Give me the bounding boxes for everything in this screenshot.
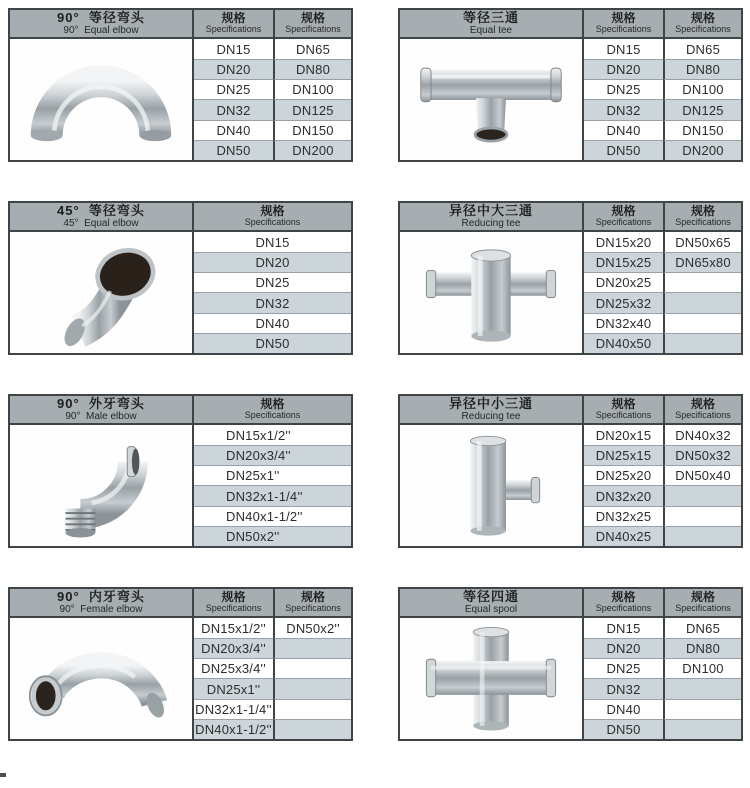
spec-header-en: Specifications [675, 24, 731, 35]
spec-cell: DN200 [663, 140, 741, 160]
spec-cell: DN25x32 [584, 292, 663, 312]
spec-cell [663, 699, 741, 719]
spec-header-en: Specifications [205, 603, 262, 614]
spec-cell: DN25x3/4'' [194, 658, 273, 678]
section-cross-equal [398, 587, 743, 741]
spec-cell: DN50x2'' [273, 618, 351, 638]
spec-cell: DN25 [584, 658, 663, 678]
spec-column-header [663, 396, 741, 425]
spec-cell: DN15 [255, 234, 290, 250]
spec-column-header [194, 203, 351, 232]
product-photo-cell [400, 618, 584, 739]
spec-cell: DN50 [194, 140, 273, 160]
spec-cell: DN32 [194, 99, 273, 119]
spec-column-header [663, 10, 741, 39]
spec-header-zh: 规格 [221, 11, 246, 26]
spec-cell: DN25x15 [584, 445, 663, 465]
section-title-zh: 90° 外牙弯头 [57, 395, 145, 411]
spec-cell: DN15 [606, 41, 641, 57]
spec-cell [663, 506, 741, 526]
spec-cell [663, 292, 741, 312]
section-title-en: Equal spool [464, 604, 518, 616]
spec-header-zh: 规格 [611, 397, 636, 412]
spec-cell: DN40x1-1/2'' [194, 506, 351, 526]
section-title [10, 10, 194, 39]
spec-cell: DN15x1/2'' [201, 620, 266, 636]
spec-cell: DN32x25 [584, 506, 663, 526]
spec-cell [273, 638, 351, 658]
spec-cell: DN125 [663, 99, 741, 119]
tee-reducing-mid-small-photo [405, 426, 577, 544]
spec-cell [663, 272, 741, 292]
spec-cell: DN25 [194, 272, 351, 292]
spec-cell: DN32x1-1/4'' [194, 699, 273, 719]
spec-header-en: Specifications [244, 217, 301, 228]
spec-header-zh: 规格 [260, 397, 285, 412]
section-title [400, 396, 584, 425]
spec-cell: DN32 [584, 678, 663, 698]
section-title-en: 45° Equal elbow [63, 218, 139, 230]
spec-cell: DN200 [273, 140, 351, 160]
spec-cell: DN150 [663, 120, 741, 140]
spec-cell: DN25x1'' [194, 678, 273, 698]
spec-cell: DN80 [663, 638, 741, 658]
spec-cell: DN32x40 [584, 313, 663, 333]
spec-column-header [194, 10, 273, 39]
spec-header-en: Specifications [244, 410, 301, 421]
spec-header-zh: 规格 [690, 590, 715, 605]
spec-cell: DN20x3/4'' [194, 638, 273, 658]
section-tee-reducing-mid-large [398, 201, 743, 355]
spec-cell: DN25x20 [584, 465, 663, 485]
section-elbow-90-female [8, 587, 353, 741]
spec-header-zh: 规格 [221, 590, 246, 605]
spec-cell: DN32x1-1/4'' [194, 485, 351, 505]
spec-cell: DN32x20 [584, 485, 663, 505]
spec-header-en: Specifications [675, 217, 731, 228]
spec-header-zh: 规格 [611, 11, 636, 26]
product-photo-cell [400, 232, 584, 353]
spec-cell: DN20x25 [584, 272, 663, 292]
spec-cell: DN15 [216, 41, 251, 57]
spec-header-zh: 规格 [611, 590, 636, 605]
spec-cell: DN32 [584, 99, 663, 119]
section-title-zh: 异径中小三通 [448, 395, 533, 411]
spec-column-header [584, 10, 663, 39]
spec-header-en: Specifications [595, 24, 652, 35]
spec-header-zh: 规格 [300, 590, 325, 605]
spec-header-en: Specifications [205, 24, 262, 35]
product-photo-cell [400, 39, 584, 160]
scan-artifact [0, 773, 6, 777]
spec-header-en: Specifications [675, 410, 731, 421]
spec-header-en: Specifications [675, 603, 731, 614]
spec-column-header [273, 10, 351, 39]
section-title [10, 589, 194, 618]
section-title [10, 396, 194, 425]
spec-cell: DN20x15 [595, 427, 652, 443]
elbow-90-male-photo [15, 426, 187, 544]
spec-cell: DN125 [273, 99, 351, 119]
spec-cell: DN25 [194, 79, 273, 99]
spec-cell [663, 313, 741, 333]
elbow-90-equal-photo [15, 40, 187, 158]
tee-reducing-mid-large-photo [405, 233, 577, 351]
spec-header-en: Specifications [595, 410, 652, 421]
spec-cell: DN20 [194, 59, 273, 79]
spec-cell: DN65 [273, 39, 351, 59]
section-title-zh: 90° 等径弯头 [57, 9, 145, 25]
spec-cell: DN20 [194, 252, 351, 272]
spec-cell: DN50 [584, 140, 663, 160]
spec-cell: DN100 [663, 658, 741, 678]
spec-cell: DN80 [273, 59, 351, 79]
spec-cell [273, 699, 351, 719]
section-title-en: Reducing tee [461, 411, 521, 423]
section-title [400, 589, 584, 618]
spec-cell: DN50x65 [663, 232, 741, 252]
spec-cell: DN32 [194, 292, 351, 312]
spec-cell: DN40 [194, 313, 351, 333]
spec-column-header [194, 589, 273, 618]
spec-cell: DN20 [584, 638, 663, 658]
spec-cell: DN25x1'' [194, 465, 351, 485]
spec-cell: DN50x2'' [194, 526, 351, 546]
spec-cell: DN40x1-1/2'' [194, 719, 273, 739]
spec-header-en: Specifications [285, 24, 341, 35]
spec-column-header [663, 203, 741, 232]
spec-cell [273, 658, 351, 678]
spec-cell: DN50x32 [663, 445, 741, 465]
spec-column-header [194, 396, 351, 425]
spec-cell [273, 678, 351, 698]
spec-header-zh: 规格 [690, 397, 715, 412]
tee-equal-photo [405, 40, 577, 158]
section-title [10, 203, 194, 232]
product-photo-cell [10, 618, 194, 739]
spec-column-header [584, 396, 663, 425]
section-title-zh: 等径三通 [462, 9, 519, 25]
section-tee-reducing-mid-small [398, 394, 743, 548]
spec-cell: DN40x32 [663, 425, 741, 445]
elbow-45-equal-photo [15, 233, 187, 351]
section-title-en: Reducing tee [461, 218, 521, 230]
spec-cell: DN65 [663, 618, 741, 638]
spec-cell: DN25 [584, 79, 663, 99]
spec-header-en: Specifications [595, 217, 652, 228]
spec-header-zh: 规格 [611, 204, 636, 219]
spec-cell: DN40 [584, 699, 663, 719]
spec-header-en: Specifications [285, 603, 341, 614]
spec-cell: DN100 [663, 79, 741, 99]
product-photo-cell [400, 425, 584, 546]
spec-column-header [663, 589, 741, 618]
section-title-en: 90° Female elbow [59, 604, 143, 616]
spec-cell: DN15 [606, 620, 641, 636]
spec-cell: DN50 [194, 333, 351, 353]
section-elbow-45-equal [8, 201, 353, 355]
spec-cell [663, 485, 741, 505]
spec-cell: DN40 [584, 120, 663, 140]
spec-cell: DN65x80 [663, 252, 741, 272]
spec-cell: DN15x20 [595, 234, 652, 250]
spec-header-zh: 规格 [300, 11, 325, 26]
section-title-zh: 异径中大三通 [448, 202, 533, 218]
spec-cell [663, 333, 741, 353]
product-photo-cell [10, 39, 194, 160]
section-title-en: 90° Equal elbow [63, 25, 139, 37]
spec-cell: DN50x40 [663, 465, 741, 485]
spec-header-en: Specifications [595, 603, 652, 614]
spec-column-header [584, 589, 663, 618]
spec-cell: DN20x3/4'' [194, 445, 351, 465]
section-title-zh: 90° 内牙弯头 [57, 588, 145, 604]
section-title [400, 10, 584, 39]
section-title-en: Equal tee [469, 25, 513, 37]
section-elbow-90-male [8, 394, 353, 548]
section-tee-equal [398, 8, 743, 162]
section-title [400, 203, 584, 232]
spec-cell: DN15x1/2'' [226, 427, 291, 443]
section-elbow-90-equal [8, 8, 353, 162]
section-title-zh: 等径四通 [462, 588, 519, 604]
spec-column-header [273, 589, 351, 618]
spec-cell: DN40x25 [584, 526, 663, 546]
spec-cell: DN150 [273, 120, 351, 140]
product-photo-cell [10, 232, 194, 353]
spec-cell: DN65 [663, 39, 741, 59]
spec-cell: DN40 [194, 120, 273, 140]
section-title-en: 90° Male elbow [65, 411, 137, 423]
spec-cell: DN15x25 [584, 252, 663, 272]
spec-cell [663, 719, 741, 739]
product-photo-cell [10, 425, 194, 546]
spec-column-header [584, 203, 663, 232]
spec-cell [663, 678, 741, 698]
spec-cell [663, 526, 741, 546]
spec-cell: DN100 [273, 79, 351, 99]
spec-header-zh: 规格 [690, 204, 715, 219]
spec-cell: DN20 [584, 59, 663, 79]
section-title-zh: 45° 等径弯头 [57, 202, 145, 218]
cross-equal-photo [405, 619, 577, 737]
spec-header-zh: 规格 [260, 204, 285, 219]
spec-header-zh: 规格 [690, 11, 715, 26]
spec-cell: DN50 [584, 719, 663, 739]
elbow-90-female-photo [15, 619, 187, 737]
spec-cell: DN40x50 [584, 333, 663, 353]
spec-cell: DN80 [663, 59, 741, 79]
spec-cell [273, 719, 351, 739]
